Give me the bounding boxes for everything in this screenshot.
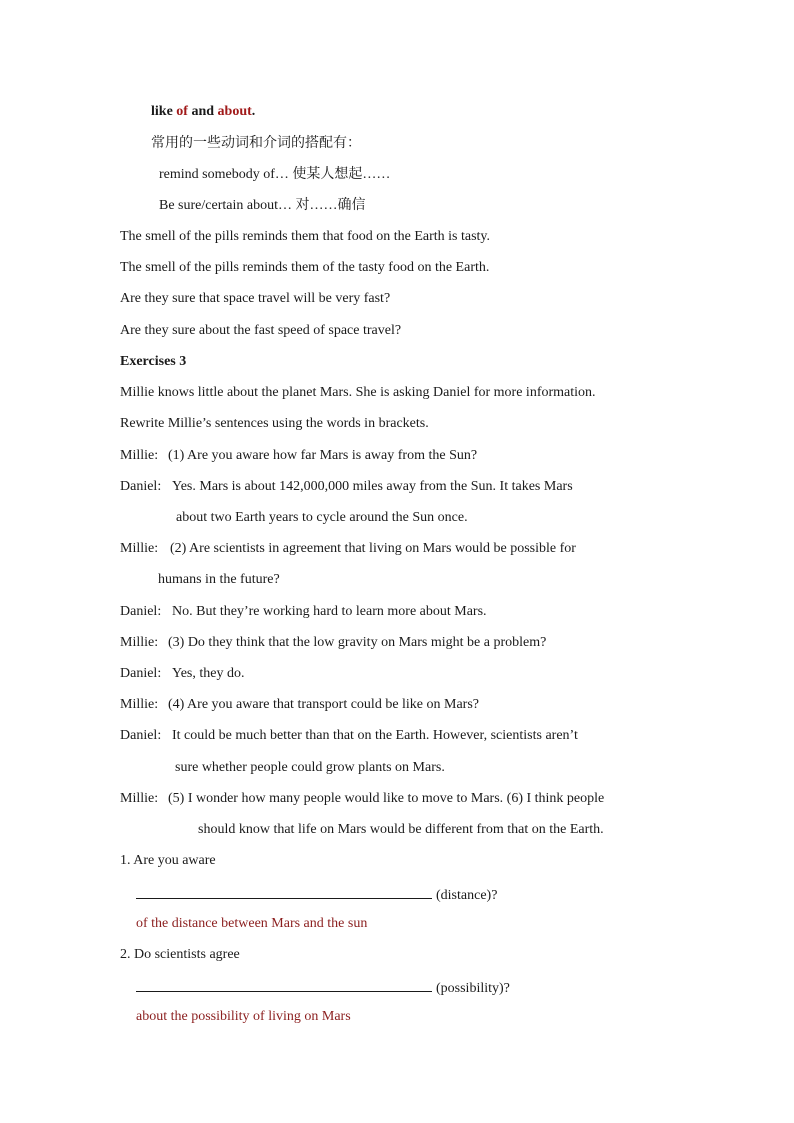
dialogue-speaker: Millie: [120,791,159,806]
dialogue-speaker: Millie: [120,697,159,712]
collocation-item-2: Be sure/certain about… 对……确信 [159,198,366,213]
question-hint: (possibility)? [436,981,510,996]
dialogue-line: It could be much better than that on the Earth. However, scientists aren’t [172,728,578,743]
example-sentence: The smell of the pills reminds them of the tasty food on the Earth. [120,260,490,275]
answer-line [136,977,510,998]
collocation-item-1: remind somebody of… 使某人想起…… [159,167,391,182]
dialogue-speaker: Daniel: [120,666,162,681]
dialogue-continuation: about two Earth years to cycle around the Sun once. [176,510,468,525]
dialogue-continuation: sure whether people could grow plants on Mars. [175,760,445,775]
dialogue-line: (4) Are you aware that transport could be like on Mars? [168,697,480,712]
of-word: of [176,104,188,119]
answer-line [136,884,497,905]
and-word: and [191,104,215,119]
answer-text: of the distance between Mars and the sun [136,916,368,931]
dialogue-line: Yes, they do. [172,666,245,681]
answer-text: about the possibility of living on Mars [136,1009,351,1024]
example-sentence: Are they sure about the fast speed of space travel? [120,323,402,338]
example-sentence: The smell of the pills reminds them that food on the Earth is tasty. [120,229,491,244]
exercise-instruction: Rewrite Millie’s sentences using the words in brackets. [120,416,429,431]
dialogue-continuation: should know that life on Mars would be different from that on the Earth. [198,822,604,837]
like-word: like [151,104,173,119]
question-prompt: 1. Are you aware [120,853,216,868]
exercise-title: Exercises 3 [120,354,187,369]
dialogue-speaker: Millie: [120,541,159,556]
about-word: about [217,104,252,119]
dialogue-line: (1) Are you aware how far Mars is away from the Sun? [168,448,478,463]
dialogue-line: (2) Are scientists in agreement that living on Mars would be possible for [170,541,576,556]
collocation-heading: 常用的一些动词和介词的搭配有： [151,135,361,151]
dialogue-speaker: Daniel: [120,728,162,743]
dialogue-speaker: Millie: [120,448,159,463]
dialogue-line: No. But they’re working hard to learn more about Mars. [172,604,487,619]
answer-blank[interactable] [136,977,432,992]
intro-line [151,103,255,121]
question-prompt: 2. Do scientists agree [120,947,240,962]
dialogue-line: (5) I wonder how many people would like to move to Mars. (6) I think people [168,791,605,806]
dialogue-speaker: Millie: [120,635,159,650]
dialogue-line: Yes. Mars is about 142,000,000 miles away from the Sun. It takes Mars [172,479,573,494]
answer-blank[interactable] [136,884,432,899]
dialogue-line: (3) Do they think that the low gravity on Mars might be a problem? [168,635,547,650]
dialogue-speaker: Daniel: [120,604,162,619]
question-hint: (distance)? [436,888,498,903]
dialogue-speaker: Daniel: [120,479,162,494]
example-sentence: Are they sure that space travel will be very fast? [120,291,391,306]
exercise-instruction: Millie knows little about the planet Mars. She is asking Daniel for more information. [120,385,596,400]
dialogue-continuation: humans in the future? [158,572,280,587]
period: . [251,104,256,119]
